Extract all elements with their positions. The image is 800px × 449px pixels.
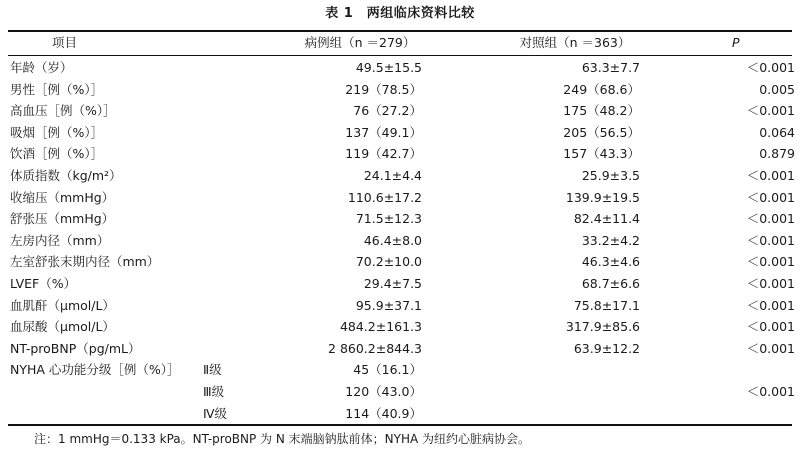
p-value: ＜0.001: [746, 254, 795, 270]
nyha-case-value: 114（40.9）: [345, 405, 422, 421]
p-value: ＜0.001: [746, 297, 795, 313]
case-value: 29.4±7.5: [363, 276, 422, 291]
case-value: 49.5±15.5: [355, 60, 422, 75]
case-value: 76（27.2）: [353, 103, 422, 119]
case-value: 219（78.5）: [345, 81, 422, 97]
control-value: 33.2±4.2: [581, 232, 640, 248]
header-p-value: P: [732, 35, 740, 50]
nyha-grade-label: Ⅲ级: [203, 384, 225, 399]
case-value: 71.5±12.3: [355, 211, 422, 227]
control-value: 157（43.3）: [563, 146, 640, 162]
control-value: 317.9±85.6: [565, 319, 640, 335]
table-footnote: 注：1 mmHg＝0.133 kPa。NT-proBNP 为 N 末端脑钠肽前体；NYHA 为纽约心脏病协会。: [34, 432, 531, 446]
header-rule: [8, 55, 792, 56]
p-value: ＜0.001: [746, 189, 795, 205]
control-value: 63.9±12.2: [573, 340, 640, 356]
p-value: ＜0.001: [746, 276, 795, 291]
control-value: 25.9±3.5: [581, 168, 640, 183]
p-value: ＜0.001: [746, 211, 795, 227]
p-value: ＜0.001: [746, 319, 795, 335]
row-label: 血尿酸（μmol/L）: [10, 319, 115, 335]
control-value: 205（56.5）: [563, 124, 640, 140]
p-value: 0.005: [759, 81, 795, 97]
p-value: 0.879: [759, 146, 795, 162]
p-value: ＜0.001: [746, 168, 795, 183]
case-value: 110.6±17.2: [347, 189, 422, 205]
row-label: 左房内径（mm）: [10, 232, 110, 248]
row-label: 吸烟［例（%）］: [10, 124, 104, 140]
control-value: 75.8±17.1: [573, 297, 640, 313]
control-value: 46.3±4.6: [581, 254, 640, 270]
row-label: 左室舒张末期内径（mm）: [10, 254, 160, 270]
row-label: 体质指数（kg/m²）: [10, 168, 122, 183]
case-value: 484.2±161.3: [339, 319, 422, 335]
control-value: 139.9±19.5: [565, 189, 640, 205]
case-value: 2 860.2±844.3: [328, 340, 422, 356]
table-caption: 表 1 两组临床资料比较: [325, 6, 475, 21]
row-label: 舒张压（mmHg）: [10, 211, 115, 227]
nyha-p-value: ＜0.001: [746, 384, 795, 399]
control-value: 249（68.6）: [563, 81, 640, 97]
p-value: ＜0.001: [746, 60, 795, 75]
row-label: 饮酒［例（%）］: [10, 146, 104, 162]
nyha-grade-label: Ⅳ级: [203, 405, 228, 421]
p-value: ＜0.001: [746, 340, 795, 356]
row-label-nyha: NYHA 心功能分级［例（%）］: [10, 362, 180, 378]
row-label: NT-proBNP（pg/mL）: [10, 340, 141, 356]
bottom-rule: [8, 424, 792, 426]
p-value: 0.064: [759, 124, 795, 140]
row-label: 高血压［例（%）］: [10, 103, 116, 119]
nyha-case-value: 45（16.1）: [353, 362, 422, 378]
case-value: 137（49.1）: [345, 124, 422, 140]
p-value: ＜0.001: [746, 232, 795, 248]
top-rule: [8, 30, 792, 32]
header-case-group: 病例组（n ＝279）: [304, 35, 416, 50]
case-value: 46.4±8.0: [363, 232, 422, 248]
control-value: 68.7±6.6: [581, 276, 640, 291]
nyha-case-value: 120（43.0）: [345, 384, 422, 399]
case-value: 70.2±10.0: [355, 254, 422, 270]
case-value: 95.9±37.1: [355, 297, 422, 313]
case-value: 119（42.7）: [345, 146, 422, 162]
row-label: LVEF（%）: [10, 276, 77, 291]
row-label: 收缩压（mmHg）: [10, 189, 115, 205]
header-item: 项目: [52, 35, 78, 50]
row-label: 男性［例（%）］: [10, 81, 104, 97]
p-value: ＜0.001: [746, 103, 795, 119]
case-value: 24.1±4.4: [363, 168, 422, 183]
control-value: 175（48.2）: [563, 103, 640, 119]
row-label: 血肌酐（μmol/L）: [10, 297, 115, 313]
control-value: 82.4±11.4: [573, 211, 640, 227]
control-value: 63.3±7.7: [581, 60, 640, 75]
nyha-grade-label: Ⅱ级: [203, 362, 222, 378]
header-control-group: 对照组（n ＝363）: [519, 35, 631, 50]
row-label: 年龄（岁）: [10, 60, 73, 75]
